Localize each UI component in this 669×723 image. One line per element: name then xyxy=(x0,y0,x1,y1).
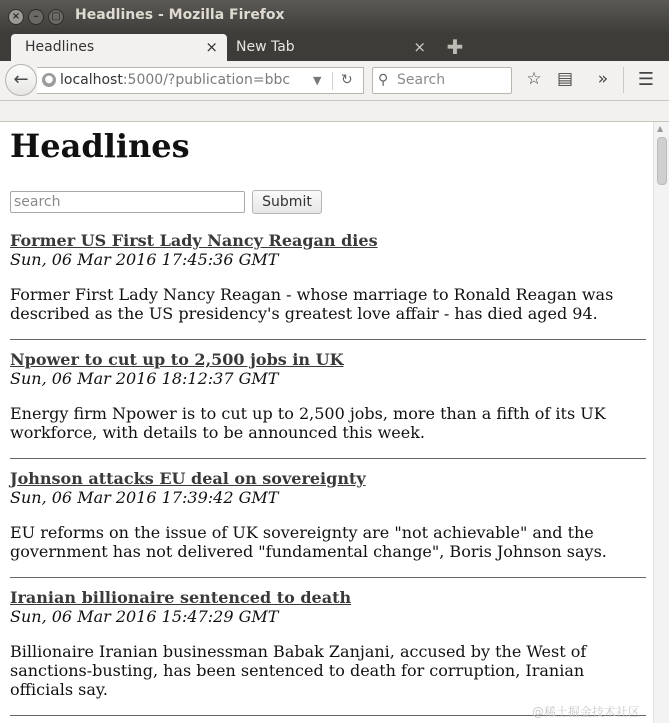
window-maximize-icon[interactable]: □ xyxy=(48,9,64,25)
url-dropdown-icon[interactable]: ▼ xyxy=(313,74,322,87)
tab-close-icon[interactable]: × xyxy=(413,38,426,56)
search-input[interactable] xyxy=(10,191,245,213)
article-item xyxy=(10,469,646,561)
hamburger-menu-icon[interactable]: ☰ xyxy=(637,69,655,90)
window-minimize-icon[interactable]: – xyxy=(28,9,44,25)
globe-icon: ● xyxy=(42,73,56,87)
reading-list-icon[interactable]: ▤ xyxy=(556,69,574,89)
article-date: Sun, 06 Mar 2016 15:47:29 GMT xyxy=(10,607,279,626)
back-arrow-icon[interactable]: ← xyxy=(5,64,37,96)
navigation-toolbar xyxy=(0,61,669,101)
article-date: Sun, 06 Mar 2016 18:12:37 GMT xyxy=(10,369,279,388)
tab-new-tab[interactable] xyxy=(229,34,435,61)
toolbar-divider xyxy=(623,67,624,93)
browser-search-box[interactable] xyxy=(372,67,512,94)
tab-label: Headlines xyxy=(25,39,95,55)
article-summary: Former First Lady Nancy Reagan - whose marriage to Ronald Reagan was described as the US presidency's greatest love affair - has died aged 94. xyxy=(10,285,614,323)
page-content xyxy=(0,121,669,723)
tab-strip xyxy=(0,33,669,61)
url-separator xyxy=(332,72,333,90)
article-item xyxy=(10,231,646,323)
reload-icon[interactable]: ↻ xyxy=(341,72,353,88)
window-title: Headlines - Mozilla Firefox xyxy=(75,7,285,23)
scrollbar-thumb[interactable] xyxy=(657,137,667,185)
url-text[interactable]: localhost:5000/?publication=bbc xyxy=(60,72,291,88)
article-divider xyxy=(10,577,646,578)
url-bar[interactable] xyxy=(37,67,364,94)
tab-label: New Tab xyxy=(236,39,295,55)
article-title-link[interactable]: Former US First Lady Nancy Reagan dies xyxy=(10,231,378,250)
article-summary: Energy firm Npower is to cut up to 2,500 jobs, more than a fifth of its UK workforce, with details to be announced this week. xyxy=(10,404,606,442)
vertical-scrollbar[interactable] xyxy=(653,122,669,723)
watermark: @稀土掘金技术社区 xyxy=(532,705,641,719)
tab-headlines[interactable] xyxy=(11,34,227,61)
article-summary: Billionaire Iranian businessman Babak Zanjani, accused by the West of sanctions-busting, has been sentenced to death for corruption, Iranian officials say. xyxy=(10,642,587,699)
scroll-up-arrow-icon[interactable]: ▲ xyxy=(657,124,664,133)
article-summary: EU reforms on the issue of UK sovereignty are "not achievable" and the government has not delivered "fundamental change", Boris Johnson says. xyxy=(10,523,607,561)
article-title-link[interactable]: Iranian billionaire sentenced to death xyxy=(10,588,352,607)
bookmark-star-icon[interactable]: ☆ xyxy=(526,69,542,89)
overflow-chevron-icon[interactable]: » xyxy=(597,69,609,89)
article-item xyxy=(10,588,646,699)
tab-close-icon[interactable]: × xyxy=(205,38,218,56)
article-date: Sun, 06 Mar 2016 17:39:42 GMT xyxy=(10,488,279,507)
new-tab-plus-icon[interactable]: ✚ xyxy=(446,35,464,59)
title-bar xyxy=(0,0,669,33)
window-close-icon[interactable]: × xyxy=(8,9,24,25)
page-title: Headlines xyxy=(10,127,190,165)
article-item xyxy=(10,350,646,442)
search-icon: ⚲ xyxy=(378,72,389,88)
article-divider xyxy=(10,339,646,340)
article-date: Sun, 06 Mar 2016 17:45:36 GMT xyxy=(10,250,279,269)
article-title-link[interactable]: Npower to cut up to 2,500 jobs in UK xyxy=(10,350,344,369)
browser-search-placeholder: Search xyxy=(397,72,446,88)
submit-button[interactable]: Submit xyxy=(252,190,322,214)
article-title-link[interactable]: Johnson attacks EU deal on sovereignty xyxy=(10,469,366,488)
article-divider xyxy=(10,458,646,459)
